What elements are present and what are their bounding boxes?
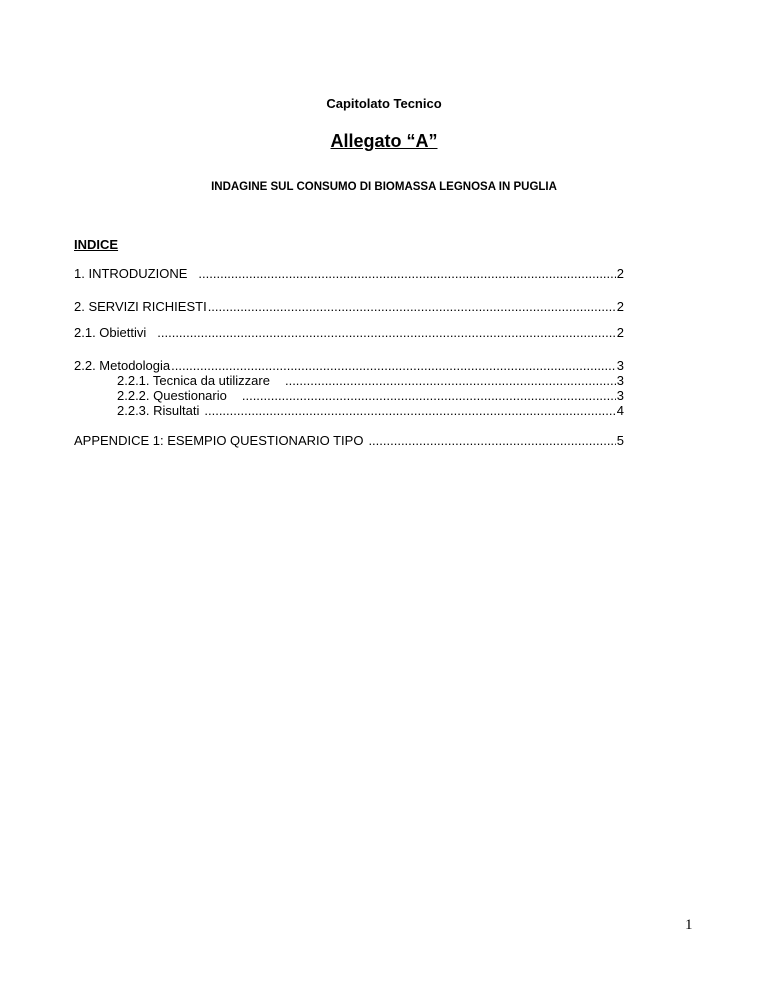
toc-entry-page: 3 [616, 358, 624, 373]
toc-leader [208, 299, 616, 314]
toc-leader [285, 373, 616, 388]
toc-entry-label: 2.2.1. Tecnica da utilizzare [117, 373, 270, 388]
toc-entry-questionario[interactable] [117, 388, 624, 403]
toc-entry-label: 2.2. Metodologia [74, 358, 171, 373]
toc-entry-risultati[interactable] [117, 403, 624, 418]
toc-entry-page: 3 [616, 388, 624, 403]
toc-entry-page: 5 [616, 433, 624, 448]
toc-entry-page: 2 [616, 266, 624, 281]
toc-entry-introduzione[interactable] [74, 266, 624, 281]
toc-entry-label: 2.2.3. Risultati [117, 403, 200, 418]
toc-leader [171, 358, 616, 373]
toc-leader [204, 403, 615, 418]
document-heading: INDAGINE SUL CONSUMO DI BIOMASSA LEGNOSA IN PUGLIA [211, 181, 557, 193]
toc-entry-page: 2 [616, 325, 624, 340]
document-title: Capitolato Tecnico [326, 96, 442, 111]
toc-entry-servizi-richiesti[interactable] [74, 299, 624, 314]
page-number: 1 [685, 917, 693, 933]
toc-entry-label: APPENDICE 1: ESEMPIO QUESTIONARIO TIPO [74, 433, 364, 448]
toc-entry-page: 2 [616, 299, 624, 314]
toc-entry-label: 2.1. Obiettivi [74, 325, 147, 340]
toc-leader [198, 266, 615, 281]
toc-entry-metodologia[interactable] [74, 358, 624, 373]
toc-entry-page: 4 [616, 403, 624, 418]
toc-entry-tecnica[interactable] [117, 373, 624, 388]
toc-entry-label: 2.2.2. Questionario [117, 388, 227, 403]
toc-entry-page: 3 [616, 373, 624, 388]
toc-entry-obiettivi[interactable] [74, 325, 624, 340]
toc-leader [242, 388, 616, 403]
toc-entry-label: 2. SERVIZI RICHIESTI [74, 299, 207, 314]
toc-entry-label: 1. INTRODUZIONE [74, 266, 188, 281]
toc-leader [157, 325, 616, 340]
index-heading: INDICE [74, 237, 119, 252]
document-subtitle: Allegato “A” [330, 131, 438, 151]
toc-leader [368, 433, 615, 448]
toc-entry-appendice[interactable] [74, 433, 624, 448]
